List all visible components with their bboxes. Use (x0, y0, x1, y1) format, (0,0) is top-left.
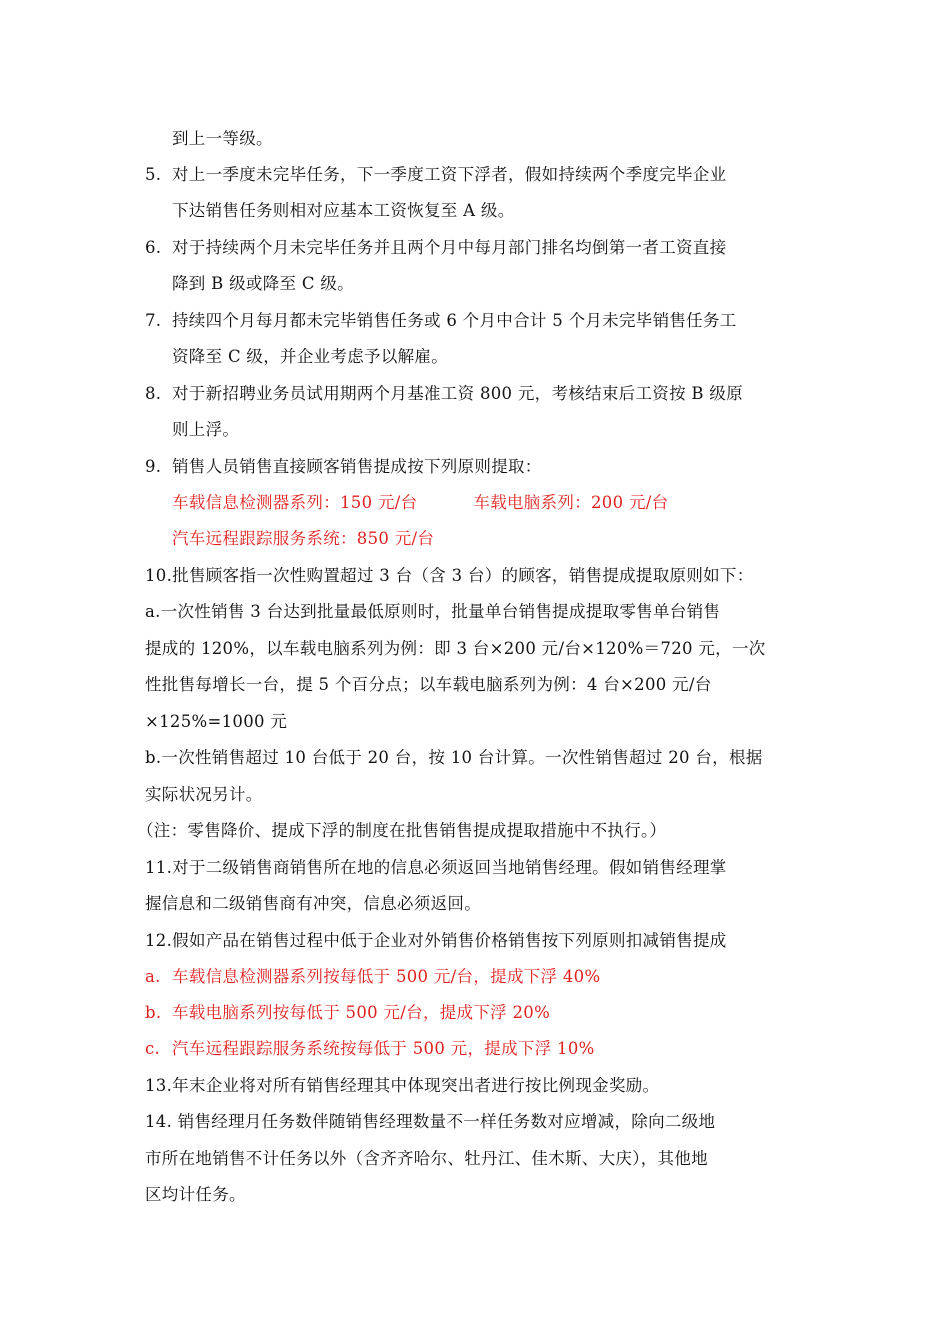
item-text: 对于新招聘业务员试用期两个月基准工资 800 元，考核结束后工资按 B 级原 (172, 384, 743, 403)
item-number: 8. (145, 384, 162, 403)
text-line: a.一次性销售 3 台达到批量最低原则时，批量单台销售提成提取零售单台销售 (145, 602, 721, 621)
text-line: b.一次性销售超过 10 台低于 20 台，按 10 台计算。一次性销售超过 20 台，根据 (145, 748, 763, 767)
text-line: ×125%=1000 元 (145, 712, 288, 731)
text-line: 提成的 120%，以车载电脑系列为例：即 3 台×200 元/台×120%＝720 元，一次 (145, 639, 766, 658)
item-text: 对上一季度未完毕任务，下一季度工资下浮者，假如持续两个季度完毕企业 (172, 165, 727, 184)
list-item-7 (145, 311, 737, 331)
text-line: 市所在地销售不计任务以外（含齐齐哈尔、牡丹江、佳木斯、大庆），其他地 (145, 1149, 708, 1168)
note-line: （注：零售降价、提成下浮的制度在批售销售提成提取措施中不执行。） (137, 821, 667, 840)
item-text: 车载信息检测器系列按每低于 500 元/台，提成下浮 40% (172, 967, 601, 986)
item-number: 5. (145, 165, 162, 184)
item-text: 车载电脑系列按每低于 500 元/台，提成下浮 20% (172, 1003, 551, 1022)
list-item-11: 11.对于二级销售商销售所在地的信息必须返回当地销售经理。假如销售经理掌 (145, 858, 727, 877)
item-number: 7. (145, 311, 162, 330)
text-line: 降到 B 级或降至 C 级。 (172, 274, 354, 293)
text-line: 到上一等级。 (172, 129, 273, 148)
item-letter: a. (145, 967, 161, 986)
text-line: 握信息和二级销售商有冲突，信息必须返回。 (145, 894, 481, 913)
item-text: 汽车远程跟踪服务系统按每低于 500 元，提成下浮 10% (172, 1039, 595, 1058)
text-line: 性批售每增长一台，提 5 个百分点；以车载电脑系列为例：4 台×200 元/台 (145, 675, 712, 694)
text-line: 区均计任务。 (145, 1185, 246, 1204)
deduction-item-a (145, 967, 600, 987)
list-item-6 (145, 238, 726, 258)
rate-info-detector: 车载信息检测器系列：150 元/台 (172, 493, 418, 512)
list-item-10: 10.批售顾客指一次性购置超过 3 台（含 3 台）的顾客，销售提成提取原则如下： (145, 566, 754, 585)
rate-tracking-service: 汽车远程跟踪服务系统：850 元/台 (172, 529, 435, 548)
list-item-8 (145, 384, 743, 404)
item-number: 9. (145, 457, 162, 476)
text-line: 实际状况另计。 (145, 785, 263, 804)
item-text: 销售人员销售直接顾客销售提成按下列原则提取： (172, 457, 542, 476)
deduction-item-c (145, 1039, 595, 1059)
commission-rates-line (172, 493, 668, 513)
text-line: 资降至 C 级，并企业考虑予以解雇。 (172, 347, 449, 366)
item-letter: b. (145, 1003, 162, 1022)
item-number: 6. (145, 238, 162, 257)
item-text: 持续四个月每月都未完毕销售任务或 6 个月中合计 5 个月未完毕销售任务工 (172, 311, 737, 330)
list-item-12: 12.假如产品在销售过程中低于企业对外销售价格销售按下列原则扣减销售提成 (145, 931, 727, 950)
text-line: 下达销售任务则相对应基本工资恢复至 A 级。 (172, 201, 515, 220)
list-item-14: 14. 销售经理月任务数伴随销售经理数量不一样任务数对应增减，除向二级地 (145, 1112, 716, 1131)
text-line: 则上浮。 (172, 420, 240, 439)
list-item-5 (145, 165, 726, 185)
rate-car-computer: 车载电脑系列：200 元/台 (473, 493, 669, 512)
list-item-9 (145, 457, 542, 477)
item-text: 对于持续两个月未完毕任务并且两个月中每月部门排名均倒第一者工资直接 (172, 238, 727, 257)
deduction-item-b (145, 1003, 550, 1023)
item-letter: c. (145, 1039, 161, 1058)
list-item-13: 13.年末企业将对所有销售经理其中体现突出者进行按比例现金奖励。 (145, 1076, 660, 1095)
